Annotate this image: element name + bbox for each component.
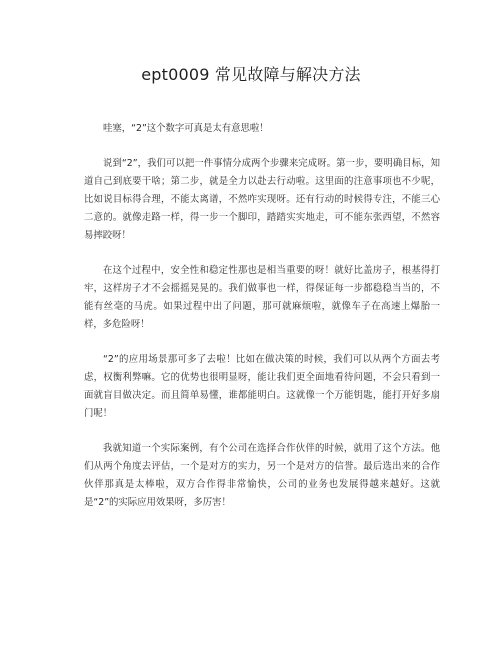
- paragraph-2: 说到“2”，我们可以把一件事情分成两个步骤来完成呀。第一步，要明确目标，知道自己到底要干啥；第二步，就是全力以赴去行动啦。这里面的注意事项也不少呢，比如说目标得合理，不能太离谱，不然咋实现呀。还有行动的时候得专注，不能三心二意的。就像走路一样，得一步一个脚印，踏踏实实地走，可不能东张西望，不然容易摔跤呀！: [84, 158, 440, 241]
- paragraph-5: 我就知道一个实际案例，有个公司在选择合作伙伴的时候，就用了这个方法。他们从两个角度去评估，一个是对方的实力，另一个是对方的信誉。最后选出来的合作伙伴那真是太棒啦，双方合作得非常愉快，公司的业务也发展得越来越好。这就是“2”的实际应用效果呀，多厉害！: [84, 443, 440, 508]
- paragraph-1: 哇塞，“2”这个数字可真是太有意思啦！: [103, 123, 269, 134]
- paragraph-4: “2”的应用场景那可多了去啦！比如在做决策的时候，我们可以从两个方面去考虑，权衡利弊嘛。它的优势也很明显呀，能让我们更全面地看待问题，不会只看到一面就盲目做决定。而且简单易懂，谁都能明白。这就像一个万能钥匙，能打开好多扇门呢！: [84, 354, 440, 419]
- paragraph-3: 在这个过程中，安全性和稳定性那也是相当重要的呀！就好比盖房子，根基得打牢，这样房子才不会摇摇晃晃的。我们做事也一样，得保证每一步都稳稳当当的，不能有丝毫的马虎。如果过程中出了问题，那可就麻烦啦，就像车子在高速上爆胎一样，多危险呀！: [84, 265, 440, 330]
- document-title: ept0009 常见故障与解决方法: [141, 65, 361, 84]
